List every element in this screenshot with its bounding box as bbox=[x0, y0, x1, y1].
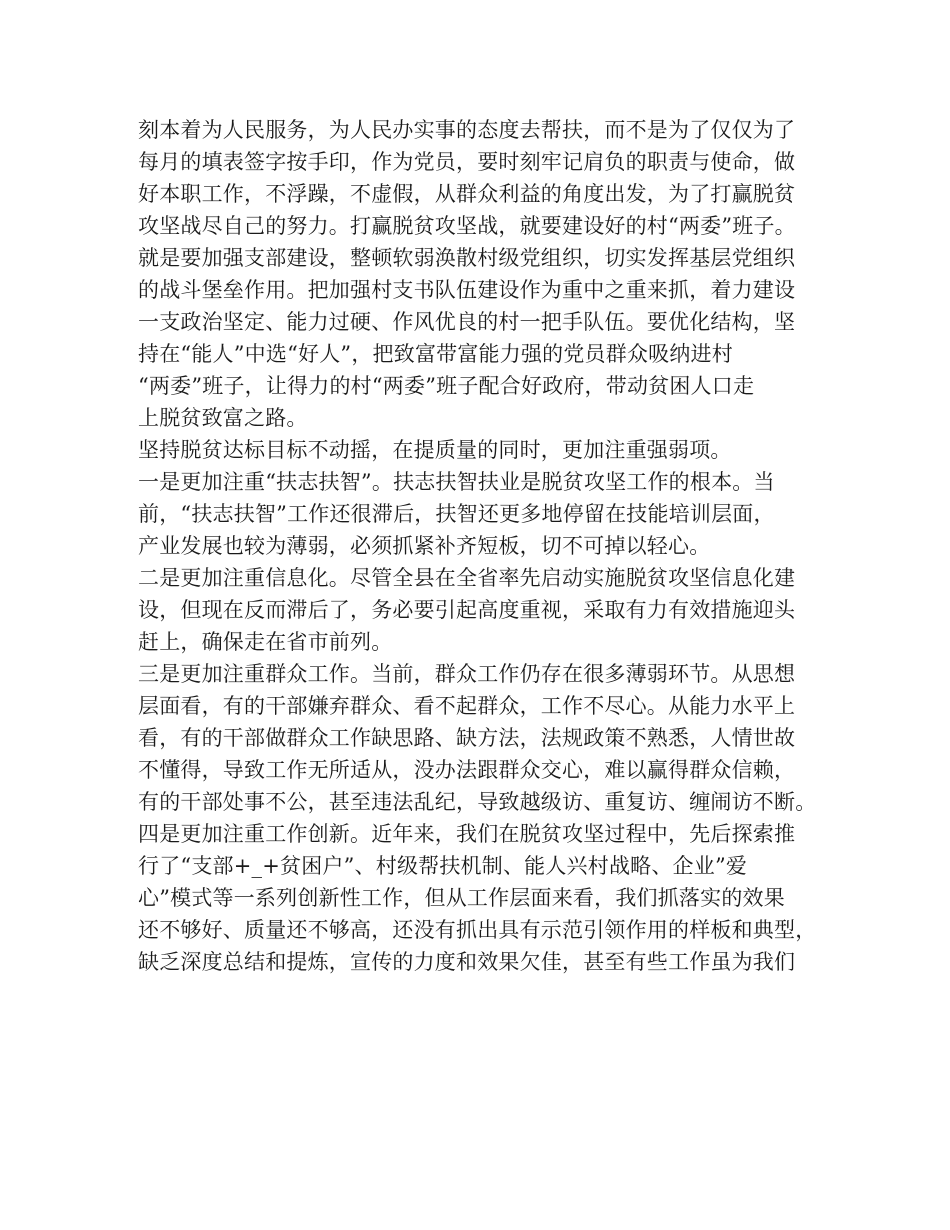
text-line: 刻本着为人民服务，为人民办实事的态度去帮扶，而不是为了仅仅为了 bbox=[138, 118, 796, 142]
text-line: 缺乏深度总结和提炼，宣传的力度和效果欠佳，甚至有些工作虽为我们 bbox=[138, 950, 796, 974]
text-line: 每月的填表签字按手印，作为党员，要时刻牢记肩负的职责与使命，做 bbox=[138, 150, 796, 174]
text-line: 好本职工作，不浮躁，不虚假，从群众利益的角度出发，为了打赢脱贫 bbox=[138, 182, 796, 206]
text-line: 三是更加注重群众工作。当前，群众工作仍存在很多薄弱环节。从思想 bbox=[138, 662, 796, 686]
text-line: 前，“扶志扶智”工作还很滞后，扶智还更多地停留在技能培训层面， bbox=[138, 502, 775, 526]
text-line: 的战斗堡垒作用。把加强村支书队伍建设作为重中之重来抓，着力建设 bbox=[138, 278, 796, 302]
text-line: 一是更加注重“扶志扶智”。扶志扶智扶业是脱贫攻坚工作的根本。当 bbox=[138, 470, 775, 494]
text-line: 四是更加注重工作创新。近年来，我们在脱贫攻坚过程中，先后探索推 bbox=[138, 822, 796, 846]
text-line: 不懂得，导致工作无所适从，没办法跟群众交心，难以赢得群众信赖， bbox=[138, 758, 796, 782]
text-line: 坚持脱贫达标目标不动摇，在提质量的同时，更加注重强弱项。 bbox=[138, 438, 732, 462]
text-line: 还不够好、质量还不够高，还没有抓出具有示范引领作用的样板和典型， bbox=[138, 918, 817, 942]
text-line: 赶上，确保走在省市前列。 bbox=[138, 630, 393, 654]
text-line: 产业发展也较为薄弱，必须抓紧补齐短板，切不可掉以轻心。 bbox=[138, 534, 711, 558]
text-line: 行了“支部+_+贫困户”、村级帮扶机制、能人兴村战略、企业”爱 bbox=[138, 854, 748, 878]
text-line: 上脱贫致富之路。 bbox=[138, 406, 308, 430]
text-line: 看，有的干部做群众工作缺思路、缺方法，法规政策不熟悉，人情世故 bbox=[138, 726, 796, 750]
text-line: “两委”班子，让得力的村“两委”班子配合好政府，带动贫困人口走 bbox=[138, 374, 755, 398]
text-line: 一支政治坚定、能力过硬、作风优良的村一把手队伍。要优化结构，坚 bbox=[138, 310, 796, 334]
text-line: 就是要加强支部建设，整顿软弱涣散村级党组织，切实发挥基层党组织 bbox=[138, 246, 796, 270]
text-line: 有的干部处事不公，甚至违法乱纪，导致越级访、重复访、缠闹访不断。 bbox=[138, 790, 817, 814]
text-line: 攻坚战尽自己的努力。打赢脱贫攻坚战，就要建设好的村“两委”班子。 bbox=[138, 214, 796, 238]
text-line: 持在“能人”中选“好人”，把致富带富能力强的党员群众吸纳进村 bbox=[138, 342, 733, 366]
text-line: 二是更加注重信息化。尽管全县在全省率先启动实施脱贫攻坚信息化建 bbox=[138, 566, 796, 590]
text-line: 心”模式等一系列创新性工作，但从工作层面来看，我们抓落实的效果 bbox=[138, 886, 785, 910]
document-body bbox=[138, 114, 838, 978]
text-line: 层面看，有的干部嫌弃群众、看不起群众，工作不尽心。从能力水平上 bbox=[138, 694, 796, 718]
text-line: 设，但现在反而滞后了，务必要引起高度重视，采取有力有效措施迎头 bbox=[138, 598, 796, 622]
